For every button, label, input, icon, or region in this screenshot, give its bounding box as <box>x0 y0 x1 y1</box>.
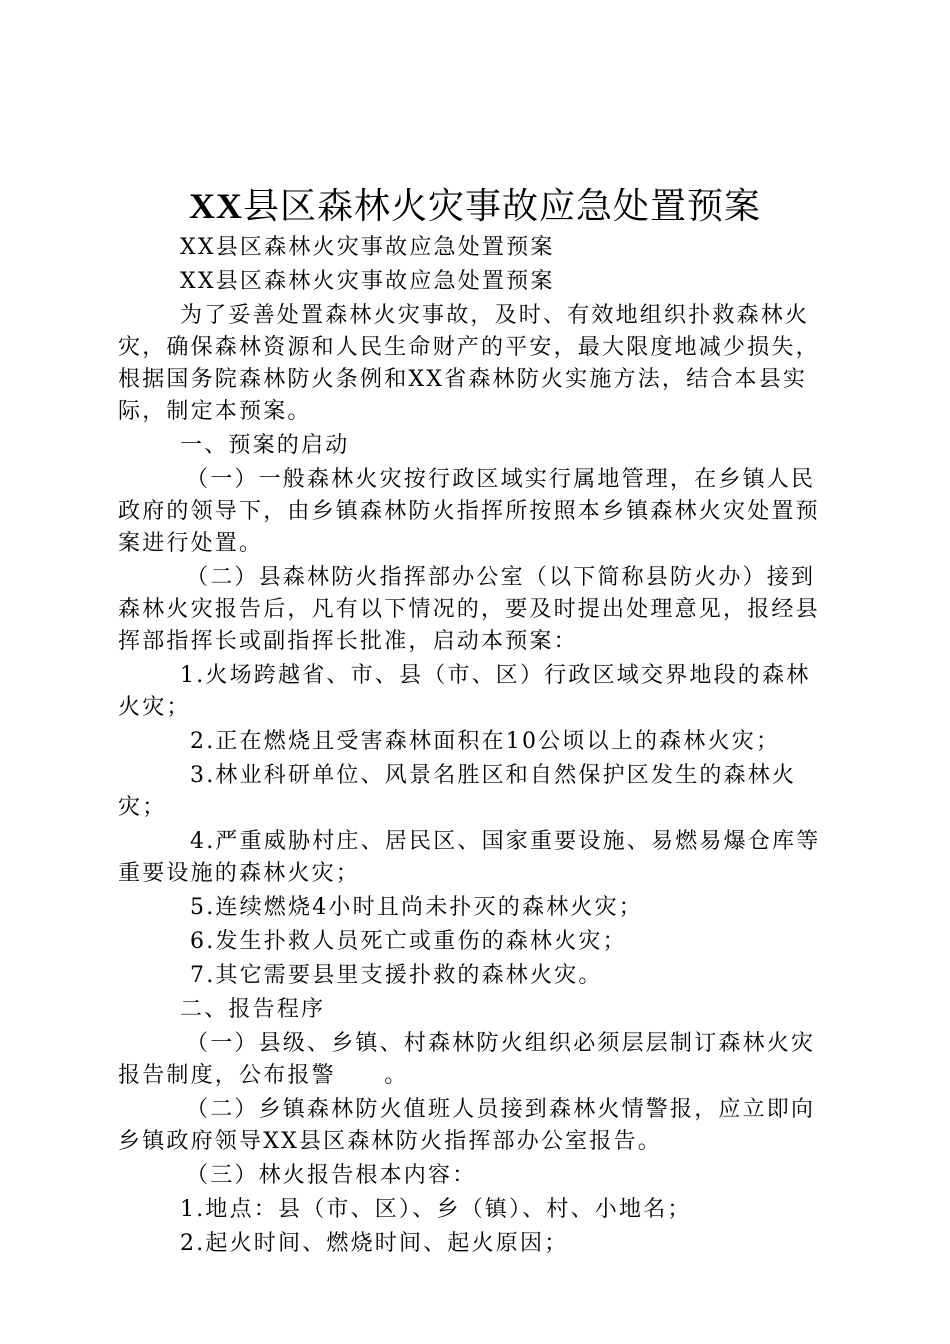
list-item: 1.地点：县（市、区）、乡（镇）、村、小地名； <box>180 1197 692 1222</box>
document-body <box>118 232 830 1262</box>
title-text: 县区森林火灾事故应急处置预案 <box>242 186 761 227</box>
paragraph: （三）林火报告根本内容： <box>186 1163 477 1188</box>
paragraph: （一）一般森林火灾按行政区域实行属地管理，在乡镇人民政府的领导下，由乡镇森林防火指挥所按照本乡镇森林火灾处置预案进行处置。 <box>118 467 820 556</box>
section-heading: 一、预案的启动 <box>180 433 350 458</box>
intro-paragraph: 为了妥善处置森林火灾事故，及时、有效地组织扑救森林火灾，确保森林资源和人民生命财产的平安，最大限度地减少损失，根据国务院森林防火条例和XX省森林防火实施方法，结合本县实际，制定本预案。 <box>118 303 820 424</box>
paragraph: （二）乡镇森林防火值班人员接到森林火情警报，应立即向乡镇政府领导XX县区森林防火指挥部办公室报告。 <box>118 1097 816 1154</box>
document-title <box>0 180 950 233</box>
subtitle-line: XX县区森林火灾事故应急处置预案 <box>180 269 555 294</box>
subtitle-line: XX县区森林火灾事故应急处置预案 <box>180 235 555 260</box>
list-item: 2.起火时间、燃烧时间、起火原因； <box>180 1231 569 1256</box>
list-item: 2.正在燃烧且受害森林面积在10公顷以上的森林火灾； <box>190 729 781 754</box>
title-prefix: XX <box>188 186 243 226</box>
list-item: 5.连续燃烧4小时且尚未扑灭的森林火灾； <box>190 895 643 920</box>
list-item: 6.发生扑救人员死亡或重伤的森林火灾； <box>190 929 627 954</box>
list-item: 7.其它需要县里支援扑救的森林火灾。 <box>190 963 603 988</box>
list-item: 4.严重威胁村庄、居民区、国家重要设施、易燃易爆仓库等重要设施的森林火灾； <box>118 829 821 886</box>
list-item: 1.火场跨越省、市、县（市、区）行政区域交界地段的森林火灾； <box>118 663 811 720</box>
list-item: 3.林业科研单位、风景名胜区和自然保护区发生的森林火灾； <box>118 763 797 820</box>
paragraph: （一）县级、乡镇、村森林防火组织必须层层制订森林火灾报告制度，公布报警 。 <box>118 1031 816 1088</box>
section-heading: 二、报告程序 <box>180 997 326 1022</box>
paragraph: （二）县森林防火指挥部办公室（以下简称县防火办）接到森林火灾报告后，凡有以下情况的，要及时提出处理意见，报经县挥部指挥长或副指挥长批准，启动本预案： <box>118 565 820 654</box>
